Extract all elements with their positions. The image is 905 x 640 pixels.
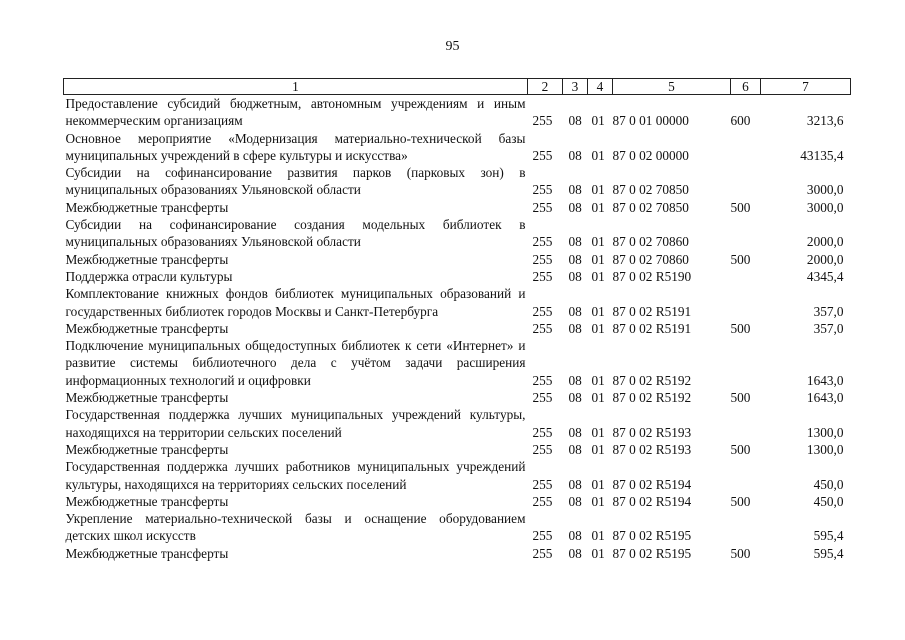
row-amount: 3000,0: [806, 182, 844, 198]
row-target-article: 87 0 02 R5193: [612, 441, 692, 457]
row-subsection-code: 01: [591, 545, 605, 561]
row-target-article: 87 0 02 R5191: [612, 303, 692, 319]
row-grbs-code: 255: [532, 441, 553, 457]
row-grbs-code: 255: [532, 528, 553, 544]
row-target-article: 87 0 02 R5193: [612, 424, 692, 440]
row-grbs-code: 255: [532, 113, 553, 129]
row-section-code: 08: [568, 113, 582, 129]
table-row: [64, 285, 851, 320]
table-row: [64, 441, 851, 458]
row-expense-type: 600: [730, 113, 751, 129]
row-description: Основное мероприятие «Модернизация материально-технической базы муниципальных учреждений в сфере культуры и искусства»: [65, 130, 526, 163]
row-grbs-code: 255: [532, 476, 553, 492]
row-section-code: 08: [568, 251, 582, 267]
row-grbs-code: 255: [532, 182, 553, 198]
row-subsection-code: 01: [591, 390, 605, 406]
row-subsection-code: 01: [591, 251, 605, 267]
row-target-article: 87 0 02 70850: [612, 199, 689, 215]
row-amount: 3213,6: [806, 113, 844, 129]
row-subsection-code: 01: [591, 303, 605, 319]
row-description: Укрепление материально-технической базы и оснащение оборудованием детских школ искусств: [65, 511, 526, 544]
row-expense-type: [731, 164, 761, 199]
row-grbs-code: 255: [532, 372, 553, 388]
row-section-code: 08: [568, 424, 582, 440]
row-target-article: 87 0 02 R5194: [612, 493, 692, 509]
header-cell-7: 7: [761, 79, 851, 95]
header-cell-1: 1: [64, 79, 528, 95]
row-target-article: 87 0 02 R5190: [612, 268, 692, 284]
row-subsection-code: 01: [591, 372, 605, 388]
header-cell-2: 2: [528, 79, 563, 95]
row-amount: 4345,4: [806, 268, 844, 284]
table-row: [64, 493, 851, 510]
row-grbs-code: 255: [532, 424, 553, 440]
row-target-article: 87 0 02 70860: [612, 251, 689, 267]
row-grbs-code: 255: [532, 545, 553, 561]
row-subsection-code: 01: [591, 268, 605, 284]
row-section-code: 08: [568, 303, 582, 319]
row-expense-type: [731, 406, 761, 441]
row-target-article: 87 0 02 R5195: [612, 528, 692, 544]
table-row: [64, 389, 851, 406]
table-row: [64, 216, 851, 251]
row-section-code: 08: [568, 390, 582, 406]
row-expense-type: 500: [730, 199, 751, 215]
row-expense-type: [731, 510, 761, 545]
row-grbs-code: 255: [532, 390, 553, 406]
row-section-code: 08: [568, 320, 582, 336]
row-subsection-code: 01: [591, 424, 605, 440]
row-section-code: 08: [568, 372, 582, 388]
row-section-code: 08: [568, 476, 582, 492]
row-description: Межбюджетные трансферты: [65, 320, 229, 336]
row-amount: 1300,0: [806, 424, 844, 440]
table-row: [64, 199, 851, 216]
row-section-code: 08: [568, 441, 582, 457]
row-description: Межбюджетные трансферты: [65, 545, 229, 561]
row-subsection-code: 01: [591, 182, 605, 198]
table-row: [64, 406, 851, 441]
table-row: [64, 458, 851, 493]
header-cell-4: 4: [588, 79, 613, 95]
row-amount: 450,0: [813, 476, 844, 492]
row-grbs-code: 255: [532, 251, 553, 267]
row-amount: 43135,4: [800, 147, 844, 163]
row-section-code: 08: [568, 493, 582, 509]
row-section-code: 08: [568, 268, 582, 284]
row-target-article: 87 0 01 00000: [612, 113, 689, 129]
row-description: Межбюджетные трансферты: [65, 390, 229, 406]
row-section-code: 08: [568, 182, 582, 198]
row-expense-type: [731, 216, 761, 251]
row-subsection-code: 01: [591, 320, 605, 336]
row-description: Государственная поддержка лучших работников муниципальных учреждений культуры, находящихся на территориях сельских поселений: [65, 459, 526, 492]
row-amount: 595,4: [813, 545, 844, 561]
row-target-article: 87 0 02 00000: [612, 147, 689, 163]
row-grbs-code: 255: [532, 268, 553, 284]
row-subsection-code: 01: [591, 476, 605, 492]
header-cell-5: 5: [613, 79, 731, 95]
row-target-article: 87 0 02 70850: [612, 182, 689, 198]
header-cell-3: 3: [563, 79, 588, 95]
row-subsection-code: 01: [591, 528, 605, 544]
table-row: [64, 130, 851, 165]
row-target-article: 87 0 02 R5191: [612, 320, 692, 336]
row-expense-type: [731, 337, 761, 389]
table-row: [64, 320, 851, 337]
row-expense-type: 500: [730, 251, 751, 267]
row-description: Комплектование книжных фондов библиотек муниципальных образований и государственных библиотек городов Москвы и Санкт-Петербурга: [65, 286, 526, 319]
table-row: [64, 95, 851, 130]
row-amount: 357,0: [813, 320, 844, 336]
row-amount: 3000,0: [806, 199, 844, 215]
row-subsection-code: 01: [591, 113, 605, 129]
table-header: [64, 79, 851, 95]
page-number: 95: [445, 39, 460, 54]
row-expense-type: [731, 458, 761, 493]
row-grbs-code: 255: [532, 320, 553, 336]
row-amount: 450,0: [813, 493, 844, 509]
row-section-code: 08: [568, 545, 582, 561]
row-grbs-code: 255: [532, 493, 553, 509]
row-expense-type: [731, 130, 761, 165]
row-section-code: 08: [568, 234, 582, 250]
row-subsection-code: 01: [591, 234, 605, 250]
row-subsection-code: 01: [591, 199, 605, 215]
row-grbs-code: 255: [532, 303, 553, 319]
row-target-article: 87 0 02 70860: [612, 234, 689, 250]
row-target-article: 87 0 02 R5192: [612, 372, 692, 388]
row-amount: 595,4: [813, 528, 844, 544]
row-expense-type: 500: [730, 320, 751, 336]
row-description: Межбюджетные трансферты: [65, 493, 229, 509]
table-row: [64, 337, 851, 389]
row-amount: 1643,0: [806, 372, 844, 388]
row-description: Предоставление субсидий бюджетным, автономным учреждениям и иным некоммерческим организациям: [65, 96, 526, 129]
row-grbs-code: 255: [532, 147, 553, 163]
row-subsection-code: 01: [591, 493, 605, 509]
row-subsection-code: 01: [591, 147, 605, 163]
row-description: Межбюджетные трансферты: [65, 199, 229, 215]
row-amount: 2000,0: [806, 251, 844, 267]
header-row: [64, 79, 851, 95]
table-row: [64, 545, 851, 562]
row-amount: 1300,0: [806, 441, 844, 457]
row-amount: 1643,0: [806, 390, 844, 406]
row-description: Межбюджетные трансферты: [65, 251, 229, 267]
row-target-article: 87 0 02 R5192: [612, 390, 692, 406]
row-expense-type: [731, 268, 761, 285]
row-expense-type: 500: [730, 441, 751, 457]
budget-table: [63, 78, 851, 562]
row-description: Подключение муниципальных общедоступных библиотек к сети «Интернет» и развитие системы библиотечного дела с учётом задачи расширения информационных технологий и оцифровки: [65, 338, 526, 388]
row-description: Поддержка отрасли культуры: [65, 268, 233, 284]
row-expense-type: 500: [730, 390, 751, 406]
table-row: [64, 251, 851, 268]
row-grbs-code: 255: [532, 199, 553, 215]
row-description: Межбюджетные трансферты: [65, 441, 229, 457]
table-row: [64, 510, 851, 545]
row-section-code: 08: [568, 528, 582, 544]
table-row: [64, 164, 851, 199]
row-section-code: 08: [568, 199, 582, 215]
row-section-code: 08: [568, 147, 582, 163]
row-description: Субсидии на софинансирование создания модельных библиотек в муниципальных образованиях Ульяновской области: [65, 217, 526, 250]
row-amount: 2000,0: [806, 234, 844, 250]
row-expense-type: 500: [730, 493, 751, 509]
row-grbs-code: 255: [532, 234, 553, 250]
row-amount: 357,0: [813, 303, 844, 319]
table-body: [64, 95, 851, 563]
header-cell-6: 6: [731, 79, 761, 95]
row-target-article: 87 0 02 R5194: [612, 476, 692, 492]
row-expense-type: [731, 285, 761, 320]
row-subsection-code: 01: [591, 441, 605, 457]
row-description: Субсидии на софинансирование развития парков (парковых зон) в муниципальных образованиях Ульяновской области: [65, 165, 526, 198]
row-target-article: 87 0 02 R5195: [612, 545, 692, 561]
row-expense-type: 500: [730, 545, 751, 561]
row-description: Государственная поддержка лучших муниципальных учреждений культуры, находящихся на территории сельских поселений: [65, 407, 526, 440]
table-row: [64, 268, 851, 285]
